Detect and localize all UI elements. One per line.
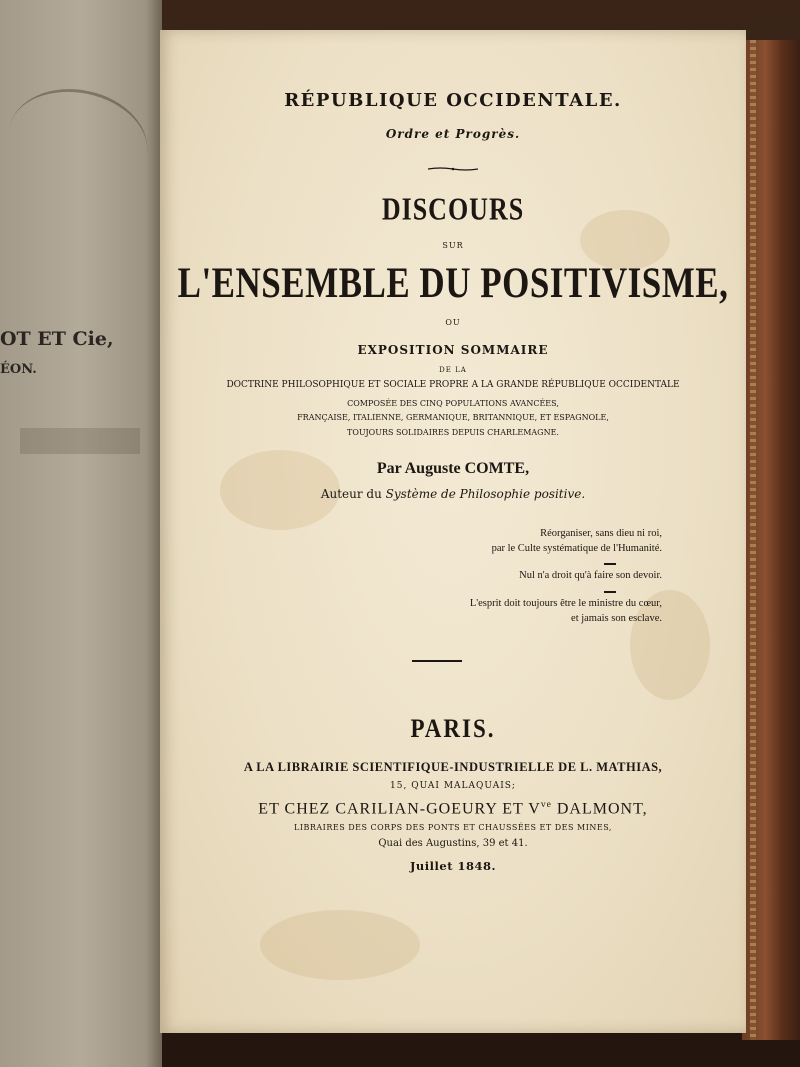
left-facing-page: [0, 0, 162, 1067]
main-title: L'ENSEMBLE DU POSITIVISME,: [177, 258, 729, 307]
epigraph-line: par le Culte systématique de l'Humanité.: [491, 543, 662, 554]
de-la-word: DE LA: [439, 366, 467, 374]
imprint-address-2: Quai des Augustins, 39 et 41.: [378, 838, 528, 849]
handwritten-inscription-trace: [0, 77, 157, 207]
title-page: [160, 30, 746, 1033]
ou-word: OU: [445, 318, 461, 327]
author-role-prefix: Auteur du: [320, 487, 382, 501]
subtitle-exposition: EXPOSITION SOMMAIRE: [357, 343, 549, 357]
imprint-booksellers: LIBRAIRES DES CORPS DES PONTS ET CHAUSSÉES ET DES MINES,: [294, 823, 612, 832]
publisher-2-suffix: DALMONT,: [551, 800, 648, 818]
author-line: [160, 460, 746, 478]
left-page-fragment-2: ÉON.: [0, 362, 37, 377]
epigraph-line: Nul n'a droit qu'à faire son devoir.: [519, 570, 662, 581]
ornament-divider: [428, 167, 478, 171]
author-prefix: Par Auguste: [376, 460, 461, 477]
motto: Ordre et Progrès.: [385, 127, 521, 141]
imprint-city: PARIS.: [410, 714, 496, 743]
subtitle-composee: COMPOSÉE DES CINQ POPULATIONS AVANCÉES,: [347, 399, 559, 408]
author-role-work: Système de Philosophie positive.: [385, 487, 586, 501]
subtitle-toujours: TOUJOURS SOLIDAIRES DEPUIS CHARLEMAGNE.: [347, 428, 559, 437]
imprint-publisher-1: A LA LIBRAIRIE SCIENTIFIQUE-INDUSTRIELLE DE L. MATHIAS,: [243, 760, 663, 774]
author-role: [160, 487, 746, 501]
imprint-address-1: 15, QUAI MALAQUAIS;: [390, 781, 516, 791]
left-page-fragment-1: OT ET Cie,: [0, 328, 114, 350]
section-rule: [412, 660, 462, 662]
epigraph-dash: [604, 591, 616, 593]
epigraph-dash: [604, 563, 616, 565]
subtitle-doctrine: DOCTRINE PHILOSOPHIQUE ET SOCIALE PROPRE A LA GRANDE RÉPUBLIQUE OCCIDENTALE: [226, 380, 680, 390]
subtitle-populations: FRANÇAISE, ITALIENNE, GERMANIQUE, BRITANNIQUE, ET ESPAGNOLE,: [297, 413, 609, 422]
author-name: COMTE,: [464, 460, 530, 477]
republic-heading: RÉPUBLIQUE OCCIDENTALE.: [284, 90, 622, 111]
imprint-publisher-2: [160, 799, 746, 818]
epigraph-line: Réorganiser, sans dieu ni roi,: [540, 528, 662, 539]
foxing-stain: [260, 910, 420, 980]
discours-heading: DISCOURS: [381, 192, 525, 227]
imprint-date: Juillet 1848.: [409, 859, 497, 873]
sur-word: SUR: [442, 241, 464, 250]
bleed-through-mark: [20, 428, 140, 454]
publisher-2-superscript: ve: [540, 799, 552, 810]
epigraph-line: L'esprit doit toujours être le ministre du cœur,: [469, 598, 662, 609]
publisher-2-prefix: ET CHEZ CARILIAN-GOEURY ET V: [258, 800, 541, 818]
book-spine-edge: [742, 40, 800, 1040]
epigraph-line: et jamais son esclave.: [571, 613, 662, 624]
